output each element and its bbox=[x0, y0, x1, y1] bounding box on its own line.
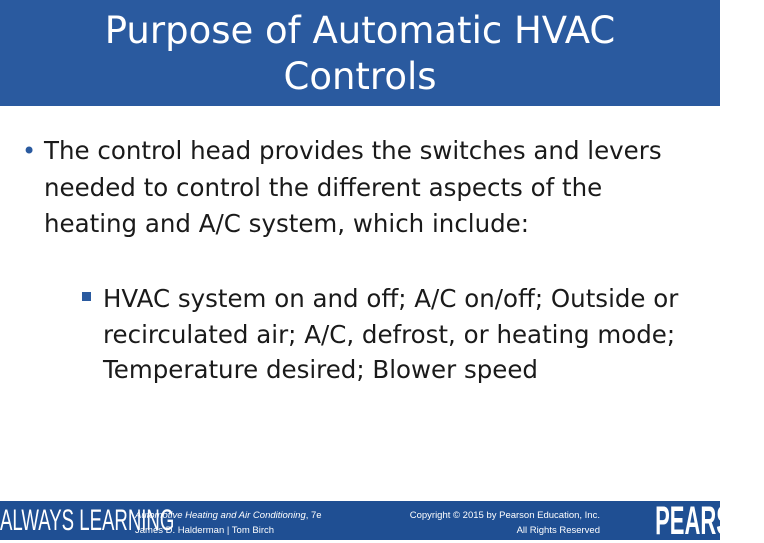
book-authors: James D. Halderman | Tom Birch bbox=[135, 525, 275, 536]
book-info bbox=[135, 508, 322, 538]
bullet1-text: The control head provides the switches and levers needed to control the different aspects of the heating and A/C system, which include: bbox=[44, 136, 662, 238]
slide-title: Purpose of Automatic HVAC Controls bbox=[104, 9, 616, 98]
bullet-level1 bbox=[22, 133, 684, 243]
pearson-logo: PEARSON bbox=[655, 499, 764, 543]
always-learning-logo: ALWAYS LEARNING bbox=[0, 504, 175, 537]
bullet-dot-icon: • bbox=[22, 137, 37, 165]
copyright-line: Copyright © 2015 by Pearson Education, Inc. bbox=[409, 510, 600, 521]
book-title: Automotive Heating and Air Conditioning bbox=[135, 510, 306, 521]
bullet2-text: HVAC system on and off; A/C on/off; Outside or recirculated air; A/C, defrost, or heating mode; Temperature desired; Blower speed bbox=[103, 284, 679, 384]
rights-line: All Rights Reserved bbox=[516, 525, 600, 536]
square-bullet-icon bbox=[82, 292, 91, 301]
copyright-notice bbox=[410, 508, 600, 538]
book-edition: , 7e bbox=[305, 510, 322, 521]
footer-bar bbox=[0, 499, 764, 543]
bullet-level2 bbox=[103, 281, 683, 388]
title-bar bbox=[0, 0, 720, 106]
